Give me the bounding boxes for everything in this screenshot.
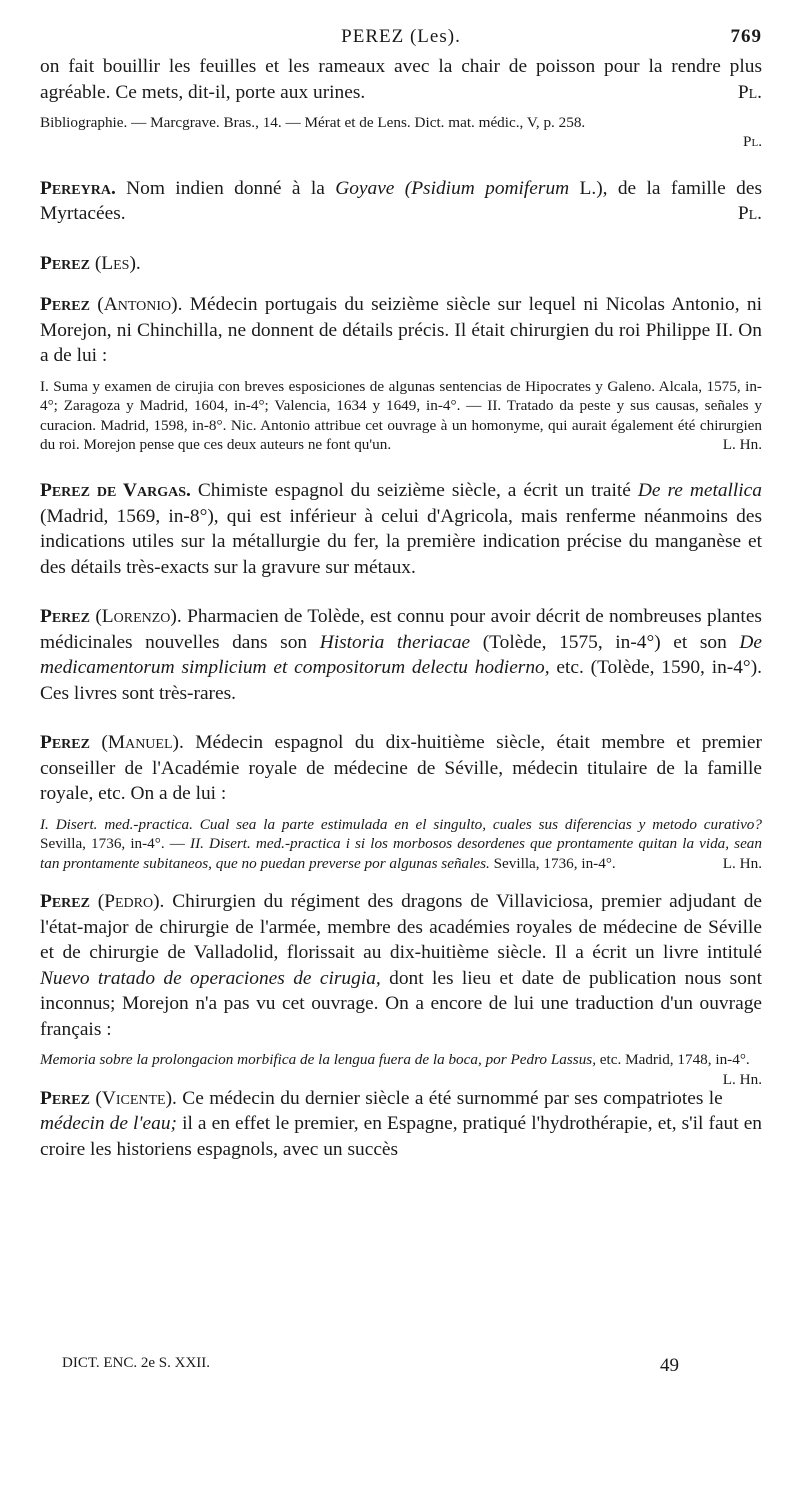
entry-name: (Vicente). [95,1087,177,1109]
entry-text: L.), de la famille des Myrtacées. [40,177,762,225]
entry-vargas [40,478,762,580]
intro-signature: Pl. [737,81,762,103]
entry-manuel [40,730,762,807]
entry-text: Médecin portugais du seizième siècle sur lequel ni Nicolas Antonio, ni Morejon, ni Chinchilla, ne donnent de détails précis. Il était chirurgien du roi Philippe II. On a de lui : [40,294,762,367]
entry-lorenzo [40,604,762,706]
entry-perez-les [40,251,762,277]
intro-text: on fait bouillir les feuilles et les rameaux avec la chair de poisson pour la rendre plus agréable. Ce mets, dit-il, porte aux urines. [40,56,762,103]
works-text: etc. Madrid, 1748, in-4°. [596,1051,750,1069]
entry-antonio [40,292,762,369]
entry-vicente [40,1086,762,1163]
entry-signature: L. Hn. [722,436,762,454]
running-header [40,26,762,54]
entry-works [40,377,762,455]
works-text: Sevilla, 1736, in-4°. [489,854,616,872]
page-number: 769 [730,26,762,47]
entry-italic: Historia theriacae [319,631,471,653]
works-text: I. Suma y examen de cirujia con breves esposiciones de algunas sentencias de Hipocrates y Galeno. Alcala, 1575, in-4°; Zaragoza y Madrid, 1604, in-4°; Valencia, 1634 y 1649, in-4°. — II. Tratado da peste y sus causas, señales y curacion. Madrid, 1598, in-8°. Nic. Antonio attribue cet ouvrage à un homonyme, qui aurait également été chirurgien du roi. Morejon pense que ces deux auteurs ne font qu'un. [40,377,762,454]
entry-text: Chimiste espagnol du seizième siècle, a écrit un traité [197,480,638,502]
entry-name: (Manuel). [101,732,184,754]
entry-head: Perez [40,732,90,754]
intro-paragraph [40,54,762,105]
entry-signature: Pl. [737,203,762,225]
entry-head: Perez [40,1087,90,1109]
works-italic: II. Disert. med.-practica i si los morbosos desordenes que prontamente quitan la vida, sean tan prontamente subitaneos, que no puedan preverse por algunas señales. [40,835,762,872]
entry-italic: De re metallica [637,480,762,502]
entry-text: Médecin espagnol du dix-huitième siècle, était membre et premier conseiller de l'Académie royale de médecine de Séville, médecin titulaire de la famille royale, etc. On a de lui : [40,732,762,805]
entry-signature: L. Hn. [722,1070,762,1088]
entry-head: Perez [40,252,90,274]
footer-signature: DICT. ENC. 2e S. XXII. [62,1355,211,1371]
entry-text: Chirurgien du régiment des dragons de Villaviciosa, premier adjudant de l'état-major de chirurgie de l'armée, membre des académies royales de médecine de Séville et de chirurgie de Valladolid, florissait au dix-huitième siècle. Il a écrit un livre intitulé [40,891,763,964]
entry-works [40,815,762,873]
bibliography-signature-line [40,132,762,151]
entry-name: (Pedro). [97,891,165,913]
works-italic: Memoria sobre la prolongacion morbifica de la lengua fuera de la boca, por Pedro Lassus, [40,1051,596,1069]
entry-text: Ce médecin du dernier siècle a été surnommé par ses compatriotes le [182,1087,723,1109]
entry-text: (Tolède, 1575, in-4°) et son [470,631,740,653]
entry-name: (Lorenzo). [95,606,182,628]
entry-italic: Nuevo tratado de operaciones de cirugia, [40,967,381,989]
entry-text: etc. (Tolède, 1590, in-4°). Ces livres sont très-rares. [40,657,762,704]
entry-italic: médecin de l'eau; [40,1113,178,1135]
entry-subtitle: (Les). [94,252,141,274]
entry-head: Perez [40,606,90,628]
entry-text: il a en effet le premier, en Espagne, pratiqué l'hydrothérapie, et, s'il faut en croire les historiens espagnols, avec un succès [40,1113,762,1160]
entry-text: dont les lieu et date de publication nous sont inconnus; Morejon n'a pas vu cet ouvrage. On a encore de lui une traduction d'un ouvrage français : [40,967,762,1040]
entry-pedro [40,889,762,1042]
bibliography-signature: Pl. [743,133,762,151]
bibliography [40,113,762,132]
footer-sheet-number: 49 [660,1355,679,1376]
entry-italic: Goyave (Psidium pomiferum [335,177,570,199]
entry-pereyra [40,176,762,227]
entry-head: Perez [40,294,90,316]
entry-head: Perez [40,891,90,913]
entry-text: (Madrid, 1569, in-8°), qui est inférieur à celui d'Agricola, mais renferme néanmoins des indications utiles sur la métallurgie du fer, la première indication précise du manganèse et des détails très-exacts sur la gravure sur métaux. [40,505,762,578]
works-italic: I. Disert. med.-practica. Cual sea la parte estimulada en el singulto, cuales sus diferencias y metodo curativo? [40,815,762,833]
page-footer [62,1355,702,1376]
running-title: PEREZ (Les). [341,26,461,47]
entry-head: Pereyra. [40,177,116,199]
entry-signature: L. Hn. [722,854,762,872]
entry-text: Pharmacien de Tolède, est connu pour avoir décrit de nombreuses plantes médicinales nouvelles dans son [40,606,762,653]
entry-text: Nom indien donné à la [126,177,336,199]
entry-head: Perez de Vargas. [40,480,191,502]
page [40,26,762,1162]
entry-name: (Antonio). [97,294,183,316]
entry-works [40,1050,762,1088]
works-text: Sevilla, 1736, in-4°. — [40,835,191,853]
bibliography-text: Bibliographie. — Marcgrave. Bras., 14. — Mérat et de Lens. Dict. mat. médic., V, p. 258. [40,114,586,131]
entry-italic: De medicamentorum simplicium et compositorum delectu hodierno, [40,631,762,679]
